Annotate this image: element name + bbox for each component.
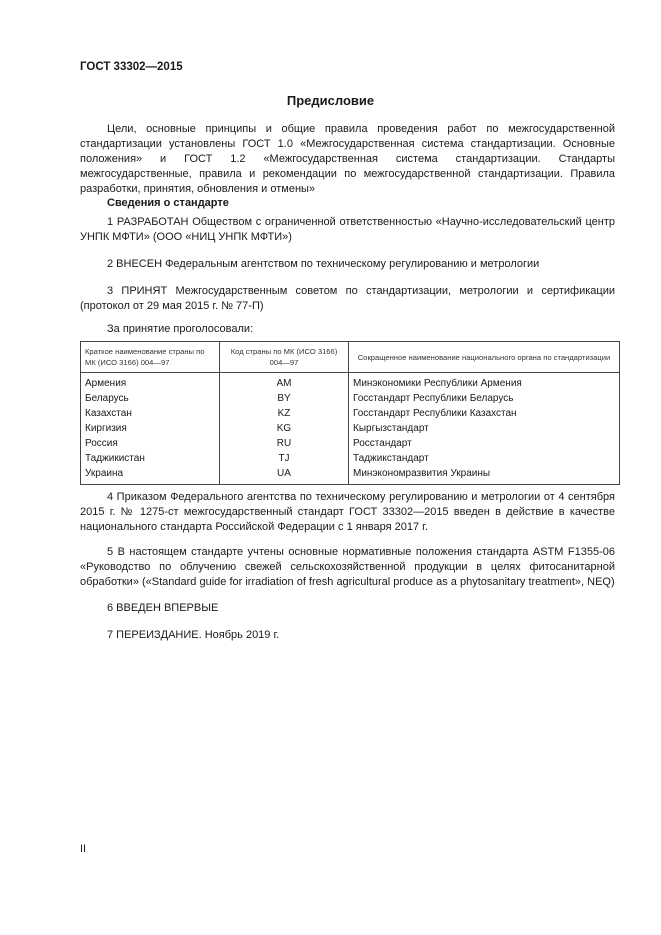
table-header-row: [81, 342, 620, 373]
country-cell: Таджикистан: [81, 451, 220, 466]
organization-cell: Госстандарт Республики Беларусь: [349, 391, 620, 406]
organization-cell: Таджикстандарт: [349, 451, 620, 466]
page-title: Предисловие: [286, 93, 375, 108]
item-7-paragraph: 7 ПЕРЕИЗДАНИЕ. Ноябрь 2019 г.: [107, 629, 280, 641]
organization-cell: Росстандарт: [349, 436, 620, 451]
country-cell: Армения: [81, 373, 220, 392]
voted-label: За принятие проголосовали:: [107, 323, 254, 335]
code-cell: UA: [220, 466, 349, 485]
code-cell: BY: [220, 391, 349, 406]
country-cell: Беларусь: [81, 391, 220, 406]
table-row: [81, 373, 620, 392]
item-6-paragraph: 6 ВВЕДЕН ВПЕРВЫЕ: [107, 602, 219, 614]
code-cell: KZ: [220, 406, 349, 421]
organization-cell: Минэкономики Республики Армения: [349, 373, 620, 392]
country-cell: Россия: [81, 436, 220, 451]
organization-cell: Кыргызстандарт: [349, 421, 620, 436]
member-states-table: [80, 341, 620, 485]
item-1-paragraph: 1 РАЗРАБОТАН Обществом с ограниченной ответственностью «Научно-исследовательский центр УНПК МФТИ» (ООО «НИЦ УНПК МФТИ»): [80, 216, 615, 243]
item-3-paragraph: 3 ПРИНЯТ Межгосударственным советом по стандартизации, метрологии и сертификации (протокол от 29 мая 2015 г. № 77-П): [80, 285, 615, 312]
column-header-country: Краткое наименование страны по МК (ИСО 3166) 004—97: [81, 342, 220, 373]
page-number: II: [80, 843, 87, 855]
table-row: [81, 391, 620, 406]
code-cell: RU: [220, 436, 349, 451]
table-row: [81, 466, 620, 485]
table-row: [81, 436, 620, 451]
item-2-paragraph: 2 ВНЕСЕН Федеральным агентством по техническому регулированию и метрологии: [107, 258, 540, 270]
column-header-code: Код страны по МК (ИСО 3166) 004—97: [220, 342, 349, 373]
country-cell: Киргизия: [81, 421, 220, 436]
column-header-organization: Сокращенное наименование национального органа по стандартизации: [349, 342, 620, 373]
code-cell: TJ: [220, 451, 349, 466]
table-row: [81, 451, 620, 466]
table-row: [81, 421, 620, 436]
document-code-header: ГОСТ 33302—2015: [80, 61, 183, 73]
code-cell: AM: [220, 373, 349, 392]
organization-cell: Минэкономразвития Украины: [349, 466, 620, 485]
section-subheading: Сведения о стандарте: [107, 197, 229, 209]
code-cell: KG: [220, 421, 349, 436]
table-row: [81, 406, 620, 421]
organization-cell: Госстандарт Республики Казахстан: [349, 406, 620, 421]
intro-paragraph: Цели, основные принципы и общие правила проведения работ по межгосударственной стандартизации установлены ГОСТ 1.0 «Межгосударственная система стандартизации. Основные положения» и ГОСТ 1.2 «Межгосударственная система стандартизации. Стандарты межгосударственные, правила и рекомендации по межгосударственной стандартизации. Правила разработки, принятия, обновления и отмены»: [80, 123, 615, 195]
country-cell: Казахстан: [81, 406, 220, 421]
item-5-paragraph: 5 В настоящем стандарте учтены основные нормативные положения стандарта ASTM F1355-06 «Руководство по облучению свежей сельскохозяйственной продукции в целях фитосанитарной обработки» («Standard guide for irradiation of fresh agricultural produce as a phytosanitary treatment», NEQ): [80, 546, 615, 588]
item-4-paragraph: 4 Приказом Федерального агентства по техническому регулированию и метрологии от 4 сентября 2015 г. № 1275-ст межгосударственный стандарт ГОСТ 33302—2015 введен в действие в качестве национального стандарта Российской Федерации с 1 января 2017 г.: [80, 491, 615, 533]
country-cell: Украина: [81, 466, 220, 485]
